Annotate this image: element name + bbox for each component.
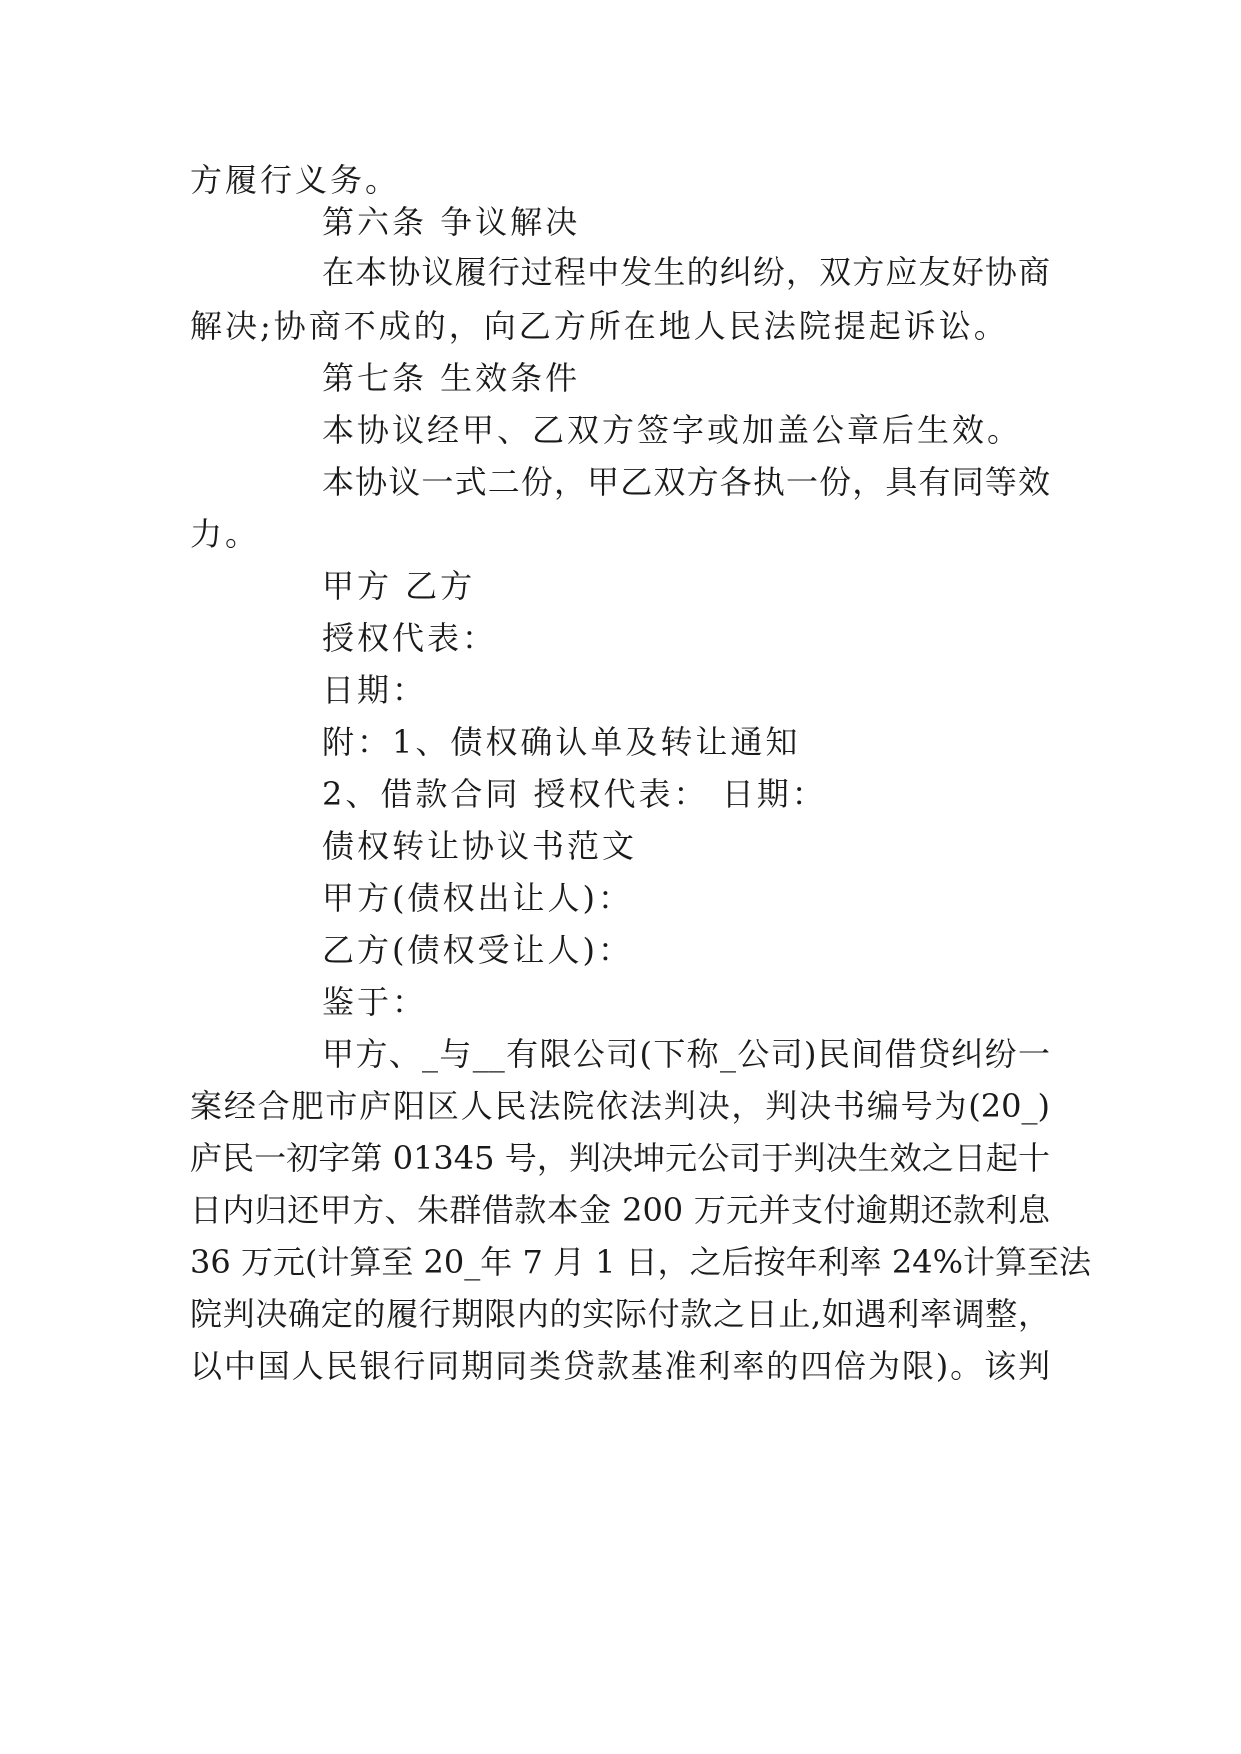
article-6-body-line-2: 解决;协商不成的，向乙方所在地人民法院提起诉讼。 <box>190 307 1009 345</box>
whereas-body-line-6: 院判决确定的履行期限内的实际付款之日止,如遇利率调整， <box>190 1295 1050 1333</box>
article-7-heading: 第七条 生效条件 <box>322 359 581 397</box>
whereas-label: 鉴于： <box>322 983 428 1021</box>
whereas-body-line-1: 甲方、_与__有限公司(下称_公司)民间借贷纠纷一 <box>322 1035 1050 1073</box>
whereas-body-line-5: 36 万元(计算至 20_年 7 月 1 日，之后按年利率 24%计算至法 <box>190 1243 1091 1281</box>
article-6-heading: 第六条 争议解决 <box>322 203 581 241</box>
date-label: 日期： <box>322 671 428 709</box>
whereas-body-line-7: 以中国人民银行同期同类贷款基准利率的四倍为限)。该判 <box>190 1347 1050 1385</box>
document-title: 债权转让协议书范文 <box>322 827 638 865</box>
party-a-label: 甲方(债权出让人)： <box>322 879 633 917</box>
party-b-label: 乙方(债权受让人)： <box>322 931 633 969</box>
attachment-2: 2、借款合同 授权代表： 日期： <box>322 775 827 813</box>
whereas-body-line-4: 日内归还甲方、朱群借款本金 200 万元并支付逾期还款利息 <box>190 1191 1050 1229</box>
party-labels: 甲方 乙方 <box>322 567 476 605</box>
copies-clause-line-1: 本协议一式二份，甲乙双方各执一份，具有同等效 <box>322 463 1050 501</box>
text-line-continuation: 方履行义务。 <box>190 161 401 199</box>
whereas-body-line-3: 庐民一初字第 01345 号，判决坤元公司于判决生效之日起十 <box>190 1139 1050 1177</box>
whereas-body-line-2: 案经合肥市庐阳区人民法院依法判决，判决书编号为(20_) <box>190 1087 1050 1125</box>
authorized-rep-label: 授权代表： <box>322 619 498 657</box>
attachment-1: 附：1、债权确认单及转让通知 <box>322 723 801 761</box>
copies-clause-line-2: 力。 <box>190 515 261 553</box>
article-7-body: 本协议经甲、乙双方签字或加盖公章后生效。 <box>322 411 1023 449</box>
article-6-body-line-1: 在本协议履行过程中发生的纠纷，双方应友好协商 <box>322 253 1050 291</box>
